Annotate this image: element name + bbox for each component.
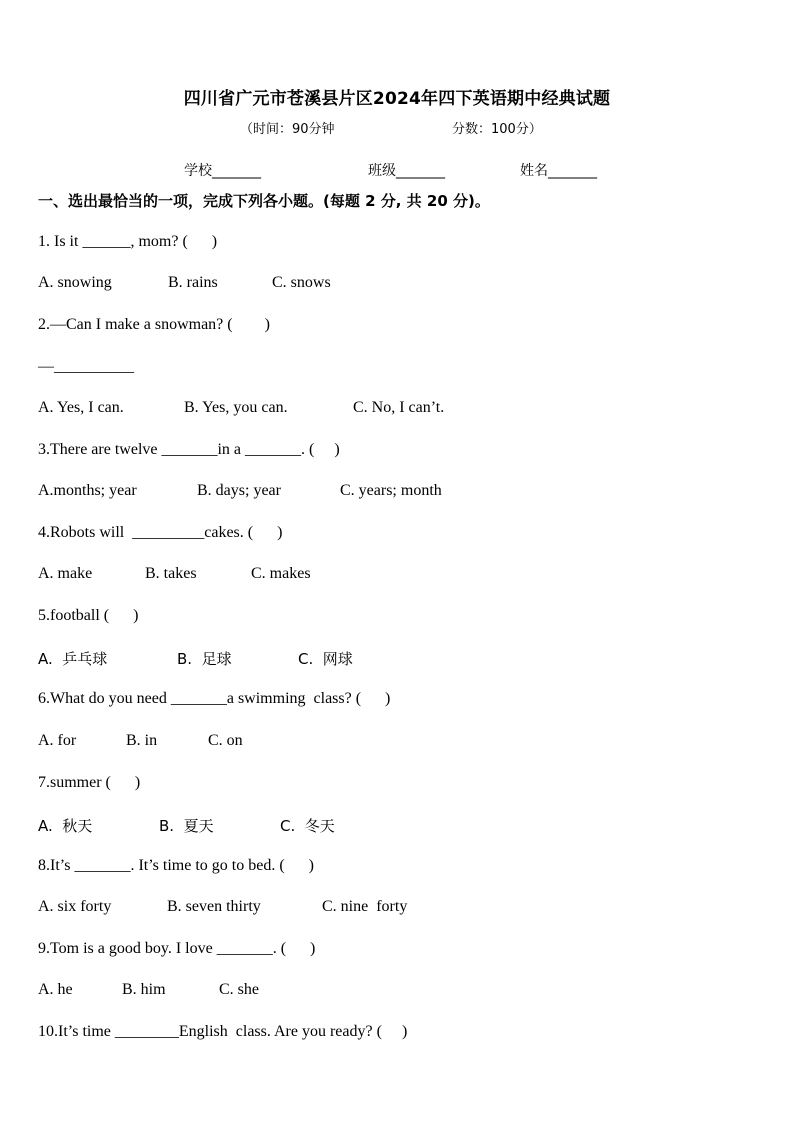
option-b: B. days; year [197,482,281,499]
question-2: 2.—Can I make a snowman? ( ) [38,316,270,333]
option-a: A. Yes, I can. [38,399,124,416]
option-a: A.months; year [38,482,137,499]
option-c: C. 网球 [298,650,353,668]
page-title: 四川省广元市苍溪县片区2024年四下英语期中经典试题 [183,89,611,109]
option-c: C. snows [272,274,331,291]
option-c: C. on [208,732,243,749]
question-9: 9.Tom is a good boy. I love _______. ( ) [38,940,316,957]
option-b: B. 夏天 [159,817,214,835]
question-10: 10.It’s time ________English class. Are you ready? ( ) [38,1023,408,1040]
option-c: C. she [219,981,259,998]
question-8: 8.It’s _______. It’s time to go to bed. ( ) [38,857,314,874]
option-a: A. make [38,565,93,582]
option-a: A. snowing [38,274,112,291]
option-a: A. he [38,981,73,998]
question-2-answer-line: —__________ [38,358,134,375]
option-c: C. makes [251,565,311,582]
exam-score: 分数：100分） [452,122,542,137]
option-b: B. in [126,732,158,749]
question-3: 3.There are twelve _______in a _______. ( ) [38,441,340,458]
option-c: C. No, I can’t. [353,399,445,416]
option-a: A. six forty [38,898,112,915]
option-a: A. for [38,732,77,749]
option-b: B. rains [168,274,218,291]
section-heading: 一、选出最恰当的一项，完成下列各小题。(每题 2 分, 共 20 分)。 [38,192,490,210]
option-b: B. takes [145,565,197,582]
option-b: B. seven thirty [167,898,261,915]
option-b: B. him [122,981,166,998]
option-c: C. nine forty [322,898,408,915]
school-field: 学校_______ [184,163,261,179]
option-a: A. 乒乓球 [38,650,108,668]
exam-time: （时间：90分钟 [240,122,335,137]
option-b: B. Yes, you can. [184,399,288,416]
question-7: 7.summer ( ) [38,774,141,791]
option-a: A. 秋天 [38,817,93,835]
option-c: C. 冬天 [280,817,335,835]
question-4: 4.Robots will _________cakes. ( ) [38,524,283,541]
question-1: 1. Is it ______, mom? ( ) [38,233,218,250]
class-field: 班级_______ [368,163,445,179]
question-5: 5.football ( ) [38,607,139,624]
option-b: B. 足球 [177,650,232,668]
name-field: 姓名_______ [520,163,597,179]
question-6: 6.What do you need _______a swimming class? ( ) [38,690,391,707]
option-c: C. years; month [340,482,442,499]
